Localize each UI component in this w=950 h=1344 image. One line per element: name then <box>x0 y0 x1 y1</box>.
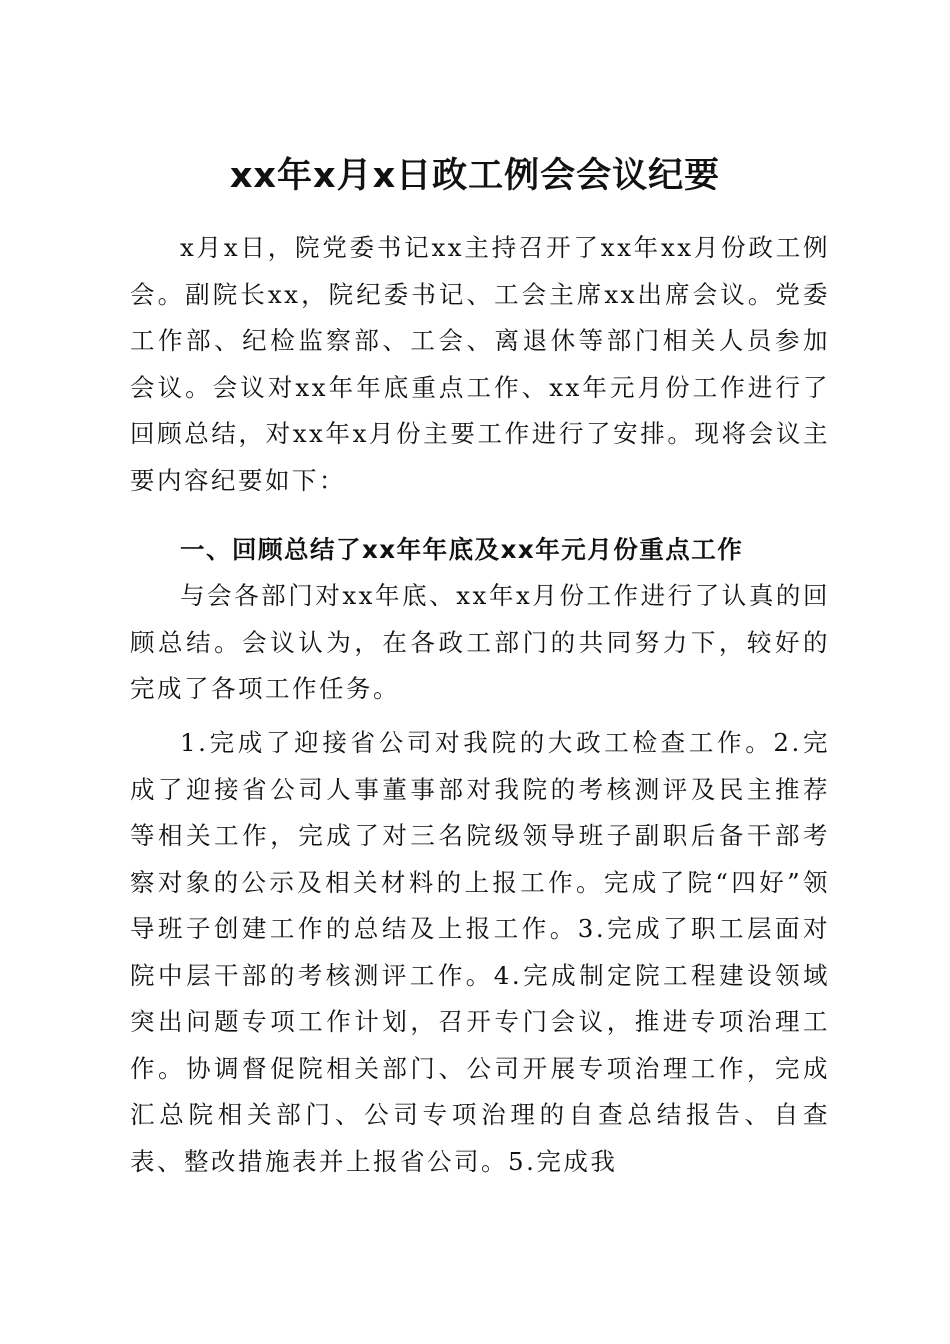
intro-paragraph: x月x日，院党委书记xx主持召开了xx年xx月份政工例会。副院长xx，院纪委书记、工会主席xx出席会议。党委工作部、纪检监察部、工会、离退休等部门相关人员参加会议。会议对xx年年底重点工作、xx年元月份工作进行了回顾总结，对xx年x月份主要工作进行了安排。现将会议主要内容纪要如下： <box>130 233 830 495</box>
document-title: xx年x月x日政工例会会议纪要 <box>229 156 721 196</box>
section-heading: 一、回顾总结了xx年年底及xx年元月份重点工作 <box>180 535 744 564</box>
section-items-paragraph: 1.完成了迎接省公司对我院的大政工检查工作。2.完成了迎接省公司人事董事部对我院的考核测评及民主推荐等相关工作，完成了对三名院级领导班子副职后备干部考察对象的公示及相关材料的上报工作。完成了院“四好”领导班子创建工作的总结及上报工作。3.完成了职工层面对院中层干部的考核测评工作。4.完成制定院工程建设领域突出问题专项工作计划，召开专门会议，推进专项治理工作。协调督促院相关部门、公司开展专项治理工作，完成汇总院相关部门、公司专项治理的自查总结报告、自查表、整改措施表并上报省公司。5.完成我 <box>130 728 830 1176</box>
section-summary-paragraph: 与会各部门对xx年底、xx年x月份工作进行了认真的回顾总结。会议认为，在各政工部门的共同努力下，较好的完成了各项工作任务。 <box>130 581 830 703</box>
